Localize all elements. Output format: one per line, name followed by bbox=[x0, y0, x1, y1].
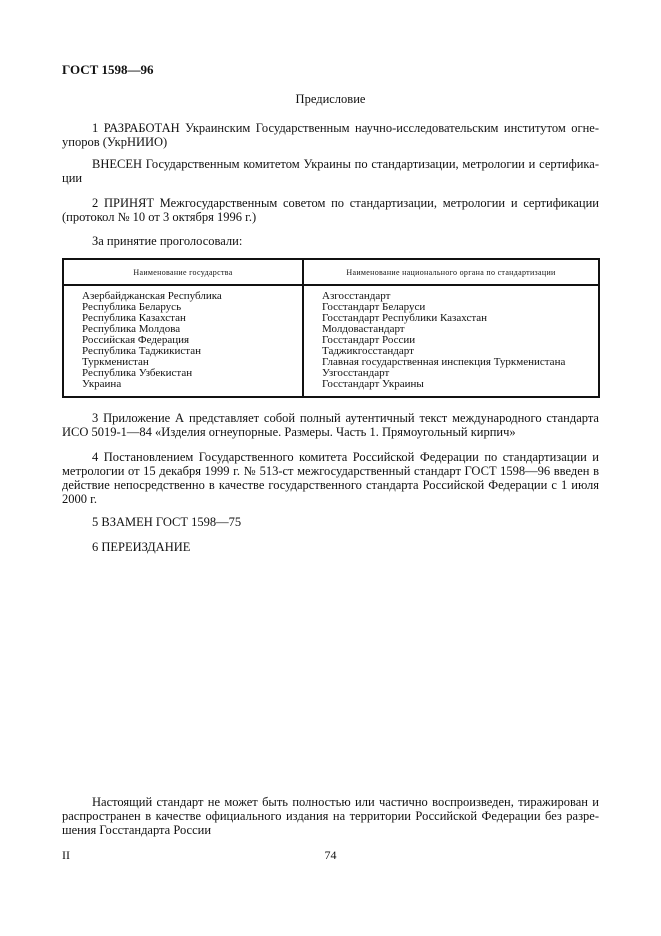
standards-body-name: Узгосстандарт bbox=[322, 367, 390, 379]
paragraph-4-line-1: 4 Постановлением Государственного комитета Российской Федерации по стандартизации и bbox=[92, 450, 599, 464]
paragraph-4-line-3: действие непосредственно в качестве государственного стандарта Российской Федерации с 1 июля bbox=[62, 478, 599, 492]
bodies-cell bbox=[303, 285, 599, 397]
standards-body-name: Госстандарт Беларуси bbox=[322, 301, 426, 313]
table-row bbox=[63, 285, 599, 397]
copyright-notice bbox=[62, 795, 599, 837]
document-id: ГОСТ 1598—96 bbox=[62, 62, 154, 77]
notice-line-3: шения Госстандарта России bbox=[62, 823, 212, 837]
paragraph-1 bbox=[62, 121, 599, 149]
standards-body-name: Госстандарт Украины bbox=[322, 378, 424, 390]
standards-body-name: Госстандарт Республики Казахстан bbox=[322, 312, 488, 324]
voting-table bbox=[62, 258, 600, 398]
paragraph-1-line-2: упоров (УкрНИИО) bbox=[62, 135, 168, 149]
state-name: Республика Таджикистан bbox=[82, 345, 201, 357]
standards-body-name: Главная государственная инспекция Туркменистана bbox=[322, 356, 566, 368]
state-name: Республика Молдова bbox=[82, 323, 181, 335]
paragraph-4 bbox=[62, 450, 599, 506]
paragraph-vnesen-line-1: ВНЕСЕН Государственным комитетом Украины по стандартизации, метрологии и сертифика- bbox=[92, 157, 599, 171]
paragraph-3-line-1: 3 Приложение А представляет собой полный аутентичный текст международного стандарта bbox=[92, 411, 599, 425]
table-header-state: Наименование государства bbox=[63, 259, 303, 285]
state-name: Азербайджанская Республика bbox=[82, 290, 222, 302]
state-name: Украина bbox=[82, 378, 122, 390]
paragraph-2-line-2: (протокол № 10 от 3 октября 1996 г.) bbox=[62, 210, 257, 224]
paragraph-6: 6 ПЕРЕИЗДАНИЕ bbox=[92, 540, 191, 554]
table-header-row bbox=[63, 259, 599, 285]
standards-body-name: Азгосстандарт bbox=[322, 290, 391, 302]
notice-line-1: Настоящий стандарт не может быть полностью или частично воспроизведен, тиражирован и bbox=[92, 795, 599, 809]
state-name: Республика Узбекистан bbox=[82, 367, 193, 379]
standards-body-name: Молдовастандарт bbox=[322, 323, 405, 335]
paragraph-vnesen-line-2: ции bbox=[62, 171, 83, 185]
page-number: 74 bbox=[324, 848, 337, 862]
notice-line-2: распространен в качестве официального издания на территории Российской Федерации без разре- bbox=[62, 809, 599, 823]
paragraph-2 bbox=[62, 196, 599, 224]
paragraph-5: 5 ВЗАМЕН ГОСТ 1598—75 bbox=[92, 515, 242, 529]
standards-body-name: Таджикгосстандарт bbox=[322, 345, 414, 357]
paragraph-1-line-1: 1 РАЗРАБОТАН Украинским Государственным научно-исследовательским институтом огне- bbox=[92, 121, 599, 135]
roman-page-number: II bbox=[62, 848, 70, 862]
standards-body-name: Госстандарт России bbox=[322, 334, 416, 346]
paragraph-vnesen bbox=[62, 157, 599, 185]
state-name: Российская Федерация bbox=[82, 334, 190, 346]
state-name: Республика Беларусь bbox=[82, 301, 182, 313]
paragraph-4-line-4: 2000 г. bbox=[62, 492, 97, 506]
paragraph-3 bbox=[62, 411, 599, 439]
paragraph-3-line-2: ИСО 5019-1—84 «Изделия огнеупорные. Размеры. Часть 1. Прямоугольный кирпич» bbox=[62, 425, 516, 439]
section-title: Предисловие bbox=[295, 92, 366, 106]
state-name: Туркменистан bbox=[82, 356, 149, 368]
states-cell bbox=[63, 285, 303, 397]
state-name: Республика Казахстан bbox=[82, 312, 186, 324]
paragraph-voted: За принятие проголосовали: bbox=[92, 234, 243, 248]
table-header-body: Наименование национального органа по стандартизации bbox=[303, 259, 599, 285]
paragraph-4-line-2: метрологии от 15 декабря 1999 г. № 513-ст межгосударственный стандарт ГОСТ 1598—96 введен в bbox=[62, 464, 599, 478]
paragraph-2-line-1: 2 ПРИНЯТ Межгосударственным советом по стандартизации, метрологии и сертификации bbox=[92, 196, 599, 210]
